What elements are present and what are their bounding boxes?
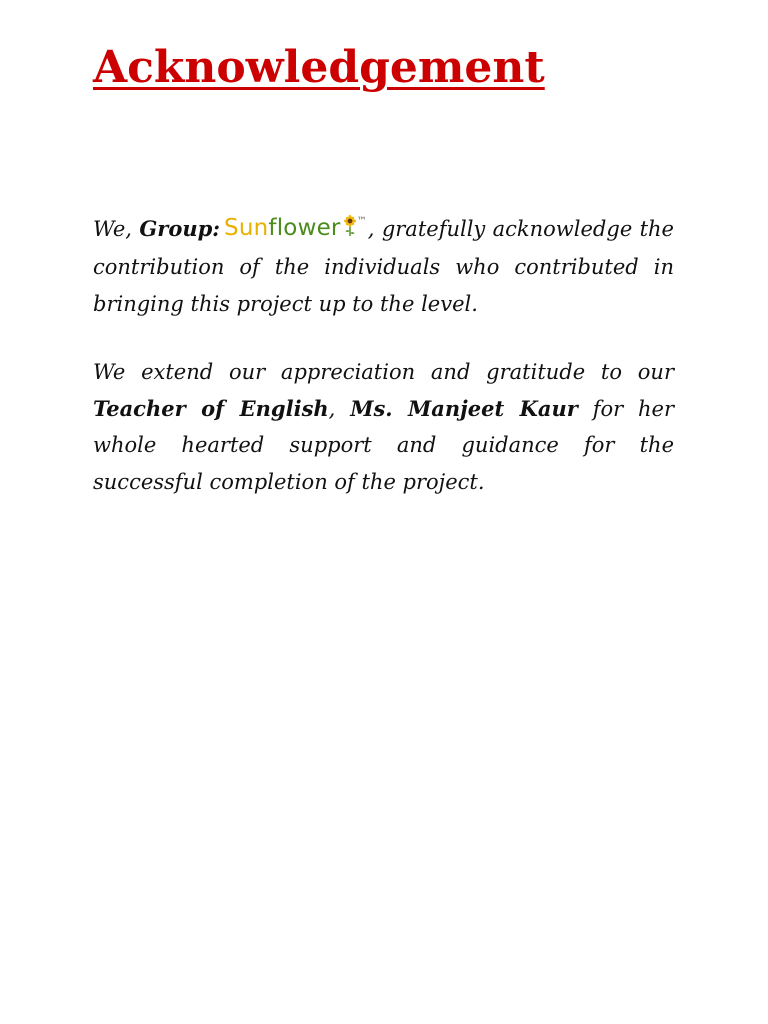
paragraph-part2: for her whole hearted support and guidance for the successful completion of the project.	[93, 396, 675, 494]
comma-separator: ,	[328, 396, 351, 421]
teacher-role: Teacher of English	[93, 395, 329, 421]
paragraph-part1: We extend our appreciation and gratitude to our	[93, 360, 674, 384]
teacher-name: Ms. Manjeet Kaur	[350, 395, 578, 421]
paragraph-rest: , gratefully acknowledge the contribution of the individuals who contributed in bringing this project up to the level.	[93, 217, 674, 316]
logo-text-sun: Sun	[224, 215, 269, 241]
trademark-symbol: ™	[356, 216, 367, 227]
sunflower-icon	[343, 215, 357, 237]
group-label: Group:	[139, 216, 221, 241]
logo-text-flower: flower	[268, 215, 341, 241]
page-title: Acknowledgement	[93, 42, 545, 93]
acknowledgement-paragraph	[93, 203, 674, 324]
paragraph-prefix: We,	[93, 217, 140, 241]
sunflower-logo	[224, 203, 367, 248]
appreciation-paragraph	[93, 354, 674, 500]
